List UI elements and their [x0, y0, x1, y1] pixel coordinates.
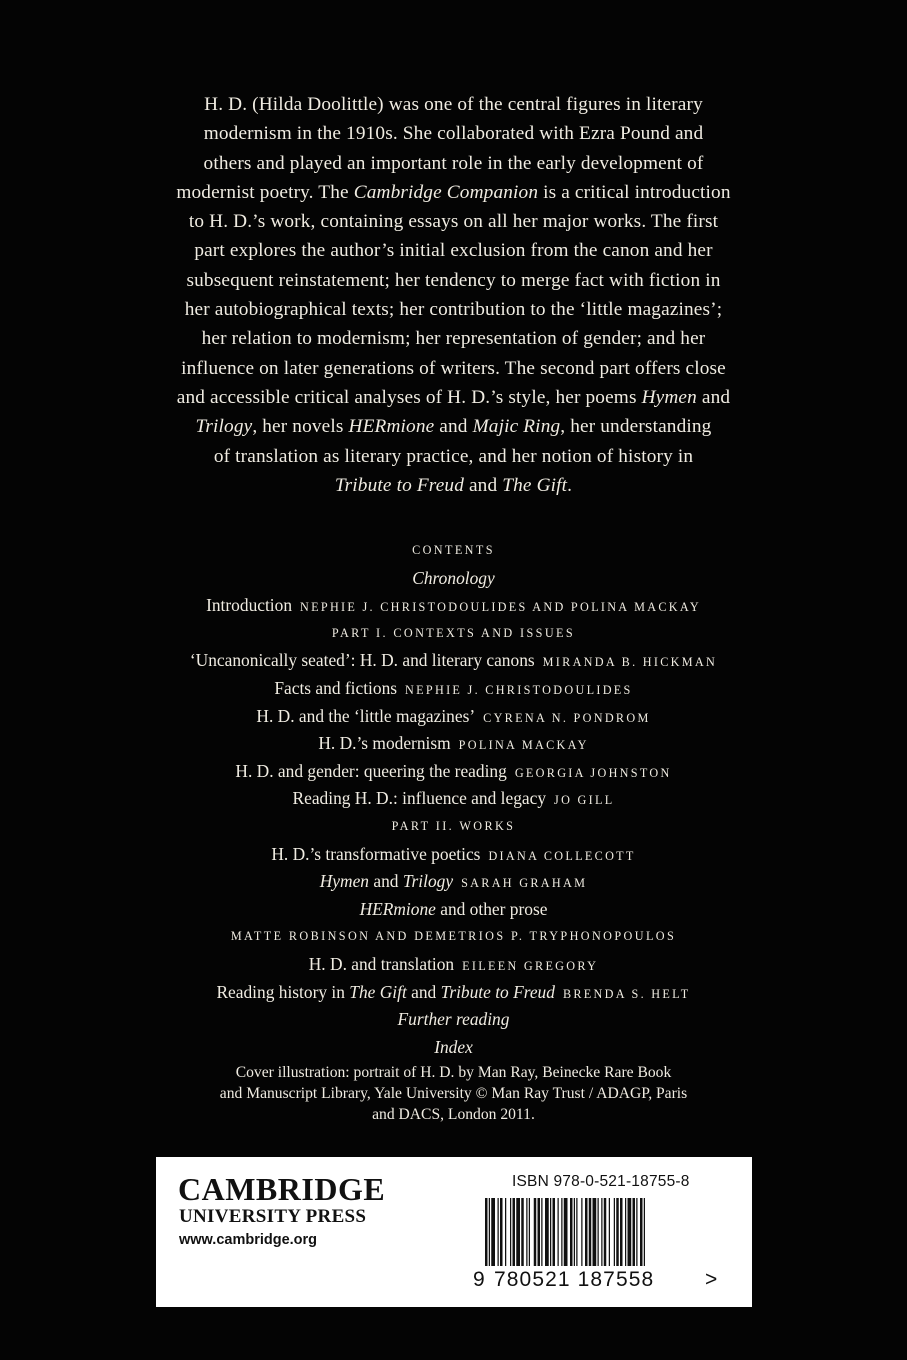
toc-entry: Reading H. D.: influence and legacy JO GILL: [292, 788, 615, 809]
cover-credit: [118, 1062, 789, 1125]
publisher-logo: CAMBRIDGE: [178, 1171, 386, 1207]
toc-author: NEPHIE J. CHRISTODOULIDES AND POLINA MACKAY: [300, 600, 701, 615]
blurb-line: her relation to modernism; her representation of gender; and her: [201, 328, 706, 350]
toc-entry: H. D.’s transformative poetics DIANA COLLECOTT: [271, 843, 636, 864]
credit-line: and DACS, London 2011.: [372, 1106, 535, 1123]
publisher-barcode-panel: [156, 1157, 752, 1307]
barcode-first-digit: 9: [473, 1268, 485, 1291]
blurb-line: and accessible critical analyses of H. D.’s style, her poems Hymen and: [176, 386, 731, 408]
blurb-line: Tribute to Freud and The Gift.: [334, 474, 573, 496]
toc-entry: HERmione and other prose: [359, 898, 548, 919]
toc-entry: Hymen and Trilogy SARAH GRAHAM: [319, 871, 588, 892]
toc-author: MATTE ROBINSON AND DEMETRIOS P. TRYPHONOPOULOS: [230, 929, 677, 944]
part-heading: PART II. WORKS: [391, 818, 516, 833]
table-of-contents: [60, 537, 847, 1061]
toc-author: CYRENA N. PONDROM: [483, 710, 651, 725]
toc-author: POLINA MACKAY: [458, 738, 589, 753]
credit-line: and Manuscript Library, Yale University © Man Ray Trust / ADAGP, Paris: [219, 1085, 688, 1102]
blurb-line: modernism in the 1910s. She collaborated with Ezra Pound and: [203, 123, 704, 145]
barcode-arrow: >: [705, 1268, 718, 1291]
toc-author: MIRANDA B. HICKMAN: [542, 655, 718, 670]
toc-entry: H. D. and gender: queering the reading GEORGIA JOHNSTON: [235, 760, 672, 781]
toc-author: GEORGIA JOHNSTON: [514, 765, 672, 780]
blurb-line: H. D. (Hilda Doolittle) was one of the central figures in literary: [204, 94, 703, 115]
toc-author: SARAH GRAHAM: [461, 876, 588, 891]
barcode-digits: 780521 187558: [494, 1268, 655, 1291]
toc-entry: ‘Uncanonically seated’: H. D. and literary canons MIRANDA B. HICKMAN: [189, 650, 718, 671]
publisher-url: www.cambridge.org: [179, 1232, 318, 1248]
toc-entry: Introduction NEPHIE J. CHRISTODOULIDES AND POLINA MACKAY: [206, 595, 701, 616]
part-heading: PART I. CONTEXTS AND ISSUES: [331, 625, 576, 640]
toc-author: EILEEN GREGORY: [462, 958, 599, 973]
publisher-subtitle: UNIVERSITY PRESS: [179, 1206, 367, 1227]
toc-entry: H. D.’s modernism POLINA MACKAY: [318, 733, 589, 754]
blurb-line: subsequent reinstatement; her tendency to merge fact with fiction in: [186, 269, 721, 291]
toc-entry: Reading history in The Gift and Tribute to Freud BRENDA S. HELT: [216, 981, 691, 1002]
credit-line: Cover illustration: portrait of H. D. by Man Ray, Beinecke Rare Book: [235, 1064, 672, 1081]
toc-entry: Facts and fictions NEPHIE J. CHRISTODOULIDES: [274, 677, 633, 698]
toc-entry: H. D. and translation EILEEN GREGORY: [308, 953, 599, 974]
toc-entry: Index: [434, 1036, 473, 1057]
blurb-line: to H. D.’s work, containing essays on all her major works. The first: [188, 211, 719, 233]
toc-author: BRENDA S. HELT: [562, 986, 691, 1001]
blurb-line: her autobiographical texts; her contribution to the ‘little magazines’;: [184, 299, 723, 321]
blurb-line: influence on later generations of writers. The second part offers close: [181, 357, 726, 379]
toc-author: DIANA COLLECOTT: [488, 848, 636, 863]
barcode-icon: [483, 1198, 697, 1266]
blurb-line: of translation as literary practice, and her notion of history in: [213, 445, 694, 467]
blurb-line: part explores the author’s initial exclusion from the canon and her: [194, 240, 713, 262]
blurb-line: Trilogy, her novels HERmione and Majic Ring, her understanding: [195, 416, 712, 438]
toc-entry: Further reading: [397, 1009, 510, 1030]
toc-author: NEPHIE J. CHRISTODOULIDES: [405, 682, 633, 697]
isbn-label: ISBN 978-0-521-18755-8: [512, 1173, 690, 1190]
toc-author: JO GILL: [554, 793, 615, 808]
toc-entry: H. D. and the ‘little magazines’ CYRENA N. PONDROM: [256, 705, 651, 726]
blurb-line: others and played an important role in the early development of: [203, 152, 704, 174]
description-blurb: [118, 90, 789, 500]
toc-entry: Chronology: [412, 567, 495, 588]
blurb-line: modernist poetry. The Cambridge Companion is a critical introduction: [176, 181, 731, 203]
contents-heading: CONTENTS: [412, 543, 495, 557]
